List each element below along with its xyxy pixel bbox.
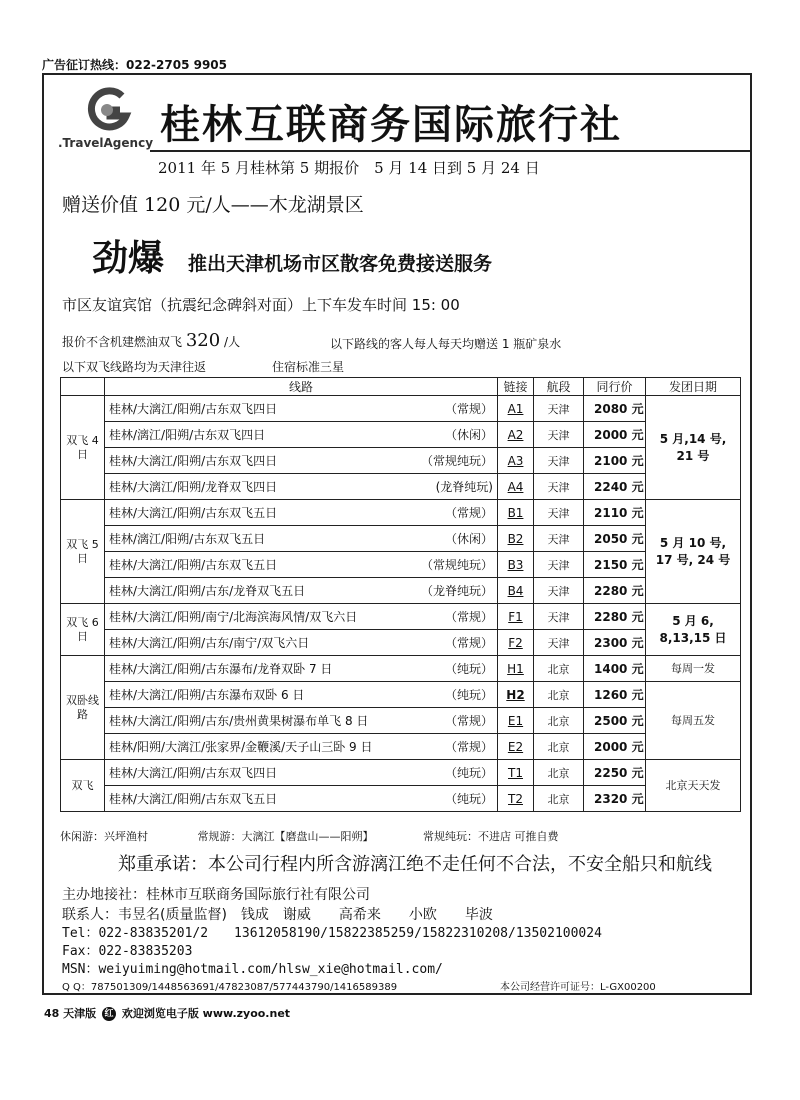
group-dates: 每周五发: [646, 682, 741, 760]
license-number: 本公司经营许可证号：L-GX00200: [500, 982, 656, 993]
route-link[interactable]: B3: [498, 552, 534, 578]
logo-text: .TravelAgency: [58, 136, 154, 150]
table-row: [61, 630, 741, 656]
route-name: 桂林/大漓江/阳朔/龙脊双飞四日: [109, 480, 278, 494]
group-dates: 5 月 6, 8,13,15 日: [646, 604, 741, 656]
route-type: （纯玩）: [444, 662, 493, 676]
group-dates: 5 月,14 号, 21 号: [646, 396, 741, 500]
group-label: 双飞 5日: [61, 500, 105, 604]
route-link[interactable]: T1: [498, 760, 534, 786]
route-segment: 天津: [534, 552, 584, 578]
route-cell: [105, 552, 498, 578]
agency-logo-icon: [82, 86, 132, 134]
route-name: 桂林/阳朔/大漓江/张家界/金鞭溪/天子山三卧 9 日: [109, 740, 373, 754]
table-header-row: [61, 378, 741, 396]
price-note: [62, 330, 240, 351]
route-cell: [105, 630, 498, 656]
route-segment: 天津: [534, 422, 584, 448]
group-dates: 5 月 10 号, 17 号, 24 号: [646, 500, 741, 604]
header-route: 线路: [105, 378, 498, 396]
route-cell: [105, 786, 498, 812]
route-name: 桂林/大漓江/阳朔/南宁/北海滨海风情/双飞六日: [109, 610, 358, 624]
table-row: [61, 552, 741, 578]
solemn-promise: 郑重承诺：本公司行程内所含游漓江绝不走任何不合法，不安全船只和航线: [118, 854, 712, 875]
route-name: 桂林/漓江/阳朔/古东双飞四日: [109, 428, 266, 442]
route-name: 桂林/大漓江/阳朔/古东/贵州黄果树瀑布单飞 8 日: [109, 714, 369, 728]
route-price: 2000 元: [584, 734, 646, 760]
route-name: 桂林/大漓江/阳朔/古东双飞五日: [109, 506, 278, 520]
route-type: （休闲）: [444, 428, 493, 442]
route-link[interactable]: T2: [498, 786, 534, 812]
route-price: 2500 元: [584, 708, 646, 734]
price-note-suffix: /人: [224, 335, 241, 349]
route-segment: 天津: [534, 396, 584, 422]
route-type: （纯玩）: [444, 688, 493, 702]
contact-persons: 联系人：韦昱名(质量监督) 钱成 谢威 高希来 小欧 毕波: [62, 907, 493, 923]
route-cell: [105, 526, 498, 552]
route-name: 桂林/大漓江/阳朔/古东双飞五日: [109, 558, 278, 572]
page-number: 48 天津版: [44, 1007, 97, 1020]
route-segment: 北京: [534, 708, 584, 734]
table-row: [61, 448, 741, 474]
route-type: （常规）: [444, 636, 493, 650]
gift-promo: 赠送价值 120 元/人——木龙湖景区: [62, 194, 364, 216]
legend-regular: 常规游：大漓江【磨盘山——阳朔】: [197, 830, 374, 843]
route-price: 2110 元: [584, 500, 646, 526]
fax: Fax：022-83835203: [62, 944, 193, 959]
qq-numbers: Q Q：787501309/1448563691/47823087/577443790/1416589389: [62, 982, 398, 993]
page-footer: [44, 1005, 290, 1021]
table-row: [61, 760, 741, 786]
route-type: （常规）: [444, 740, 493, 754]
group-dates: 每周一发: [646, 656, 741, 682]
route-price: 2100 元: [584, 448, 646, 474]
route-segment: 天津: [534, 500, 584, 526]
price-note-prefix: 报价不含机建燃油双飞: [62, 335, 183, 349]
route-link[interactable]: A3: [498, 448, 534, 474]
route-price: 2240 元: [584, 474, 646, 500]
header-route-blank: [61, 378, 105, 396]
table-row: [61, 682, 741, 708]
route-cell: [105, 578, 498, 604]
table-row: [61, 604, 741, 630]
header-segment: 航段: [534, 378, 584, 396]
route-type: （纯玩）: [444, 766, 493, 780]
msn: MSN：weiyuiming@hotmail.com/hlsw_xie@hotmail.com/: [62, 962, 443, 977]
route-cell: [105, 396, 498, 422]
route-price: 1260 元: [584, 682, 646, 708]
route-type: （常规）: [444, 402, 493, 416]
pickup-info: 市区友谊宾馆（抗震纪念碑斜对面）上下车发车时间 15: 00: [62, 296, 460, 314]
route-link[interactable]: H1: [498, 656, 534, 682]
footer-badge-icon: 红: [102, 1007, 116, 1021]
route-cell: [105, 604, 498, 630]
route-type: (龙脊纯玩): [435, 480, 493, 494]
header-dates: 发团日期: [646, 378, 741, 396]
route-segment: 天津: [534, 526, 584, 552]
airport-service-promo: 推出天津机场市区散客免费接送服务: [188, 253, 493, 275]
route-link[interactable]: F1: [498, 604, 534, 630]
route-price: 2300 元: [584, 630, 646, 656]
quote-period: 2011 年 5 月桂林第 5 期报价 5 月 14 日到 5 月 24 日: [158, 159, 540, 177]
route-name: 桂林/大漓江/阳朔/古东双飞五日: [109, 792, 278, 806]
legend-leisure: 休闲游：兴坪渔村: [60, 830, 148, 843]
route-link[interactable]: A4: [498, 474, 534, 500]
route-type: （常规）: [444, 714, 493, 728]
route-name: 桂林/大漓江/阳朔/古东/龙脊双飞五日: [109, 584, 306, 598]
table-row: [61, 396, 741, 422]
ad-hotline: 广告征订热线：022-2705 9905: [42, 58, 228, 72]
legend-pure: 常规纯玩：不进店 可推自费: [423, 830, 559, 843]
route-cell: [105, 474, 498, 500]
route-segment: 天津: [534, 604, 584, 630]
footer-text: 欢迎浏览电子版 www.zyoo.net: [121, 1007, 291, 1020]
route-segment: 北京: [534, 734, 584, 760]
table-row: [61, 474, 741, 500]
route-link[interactable]: A1: [498, 396, 534, 422]
route-type: （常规纯玩）: [420, 454, 493, 468]
route-link[interactable]: A2: [498, 422, 534, 448]
table-row: [61, 786, 741, 812]
route-price: 2000 元: [584, 422, 646, 448]
route-price: 2080 元: [584, 396, 646, 422]
route-link[interactable]: B1: [498, 500, 534, 526]
group-label: 双飞 4日: [61, 396, 105, 500]
route-segment: 天津: [534, 474, 584, 500]
table-row: [61, 422, 741, 448]
table-row: [61, 734, 741, 760]
promo-big-word: 劲爆: [92, 237, 165, 279]
route-type: （纯玩）: [444, 792, 493, 806]
route-cell: [105, 656, 498, 682]
route-segment: 北京: [534, 682, 584, 708]
route-name: 桂林/漓江/阳朔/古东双飞五日: [109, 532, 266, 546]
route-name: 桂林/大漓江/阳朔/古东双飞四日: [109, 454, 278, 468]
telephone: Tel：022-83835201/2 13612058190/15822385259/15822310208/13502100024: [62, 926, 602, 941]
route-link[interactable]: F2: [498, 630, 534, 656]
route-price: 2050 元: [584, 526, 646, 552]
group-label: 双飞 6日: [61, 604, 105, 656]
route-type: （龙脊纯玩）: [420, 584, 493, 598]
route-price: 2320 元: [584, 786, 646, 812]
route-type: （常规）: [444, 506, 493, 520]
route-segment: 北京: [534, 760, 584, 786]
table-row: [61, 708, 741, 734]
route-name: 桂林/大漓江/阳朔/古东双飞四日: [109, 766, 278, 780]
route-link[interactable]: E2: [498, 734, 534, 760]
route-cell: [105, 422, 498, 448]
route-cell: [105, 500, 498, 526]
route-cell: [105, 734, 498, 760]
group-label: 双卧线路: [61, 656, 105, 760]
route-segment: 北京: [534, 656, 584, 682]
table-row: [61, 656, 741, 682]
route-type: （常规）: [444, 610, 493, 624]
route-cell: [105, 760, 498, 786]
fuel-value: 320: [185, 330, 221, 351]
route-segment: 天津: [534, 448, 584, 474]
routes-table: [60, 377, 741, 812]
operator: 主办地接社：桂林市互联商务国际旅行社有限公司: [62, 887, 370, 903]
table-row: [61, 500, 741, 526]
route-price: 2250 元: [584, 760, 646, 786]
table-row: [61, 578, 741, 604]
route-link[interactable]: E1: [498, 708, 534, 734]
route-segment: 天津: [534, 630, 584, 656]
route-type: （休闲）: [444, 532, 493, 546]
route-link[interactable]: B4: [498, 578, 534, 604]
route-cell: [105, 448, 498, 474]
lodging-note: 住宿标准三星: [272, 360, 345, 374]
route-name: 桂林/大漓江/阳朔/古东瀑布/龙脊双卧 7 日: [109, 662, 333, 676]
route-note: 以下双飞线路均为天津往返: [62, 360, 207, 374]
route-cell: [105, 708, 498, 734]
agency-title: 桂林互联商务国际旅行社: [160, 101, 622, 148]
route-name: 桂林/大漓江/阳朔/古东/南宁/双飞六日: [109, 636, 310, 650]
header-link: 链接: [498, 378, 534, 396]
route-name: 桂林/大漓江/阳朔/古东双飞四日: [109, 402, 278, 416]
route-link[interactable]: B2: [498, 526, 534, 552]
legend-row: [60, 828, 605, 844]
route-link[interactable]: H2: [498, 682, 534, 708]
route-price: 2150 元: [584, 552, 646, 578]
water-note: 以下路线的客人每人每天均赠送 1 瓶矿泉水: [330, 337, 562, 351]
route-name: 桂林/大漓江/阳朔/古东瀑布双卧 6 日: [109, 688, 305, 702]
route-segment: 北京: [534, 786, 584, 812]
route-price: 2280 元: [584, 578, 646, 604]
group-label: 双飞: [61, 760, 105, 812]
table-row: [61, 526, 741, 552]
group-dates: 北京天天发: [646, 760, 741, 812]
route-cell: [105, 682, 498, 708]
routes-body: [61, 396, 741, 812]
route-price: 2280 元: [584, 604, 646, 630]
route-price: 1400 元: [584, 656, 646, 682]
route-segment: 天津: [534, 578, 584, 604]
header-price: 同行价: [584, 378, 646, 396]
title-divider: [150, 150, 750, 152]
route-type: （常规纯玩）: [420, 558, 493, 572]
